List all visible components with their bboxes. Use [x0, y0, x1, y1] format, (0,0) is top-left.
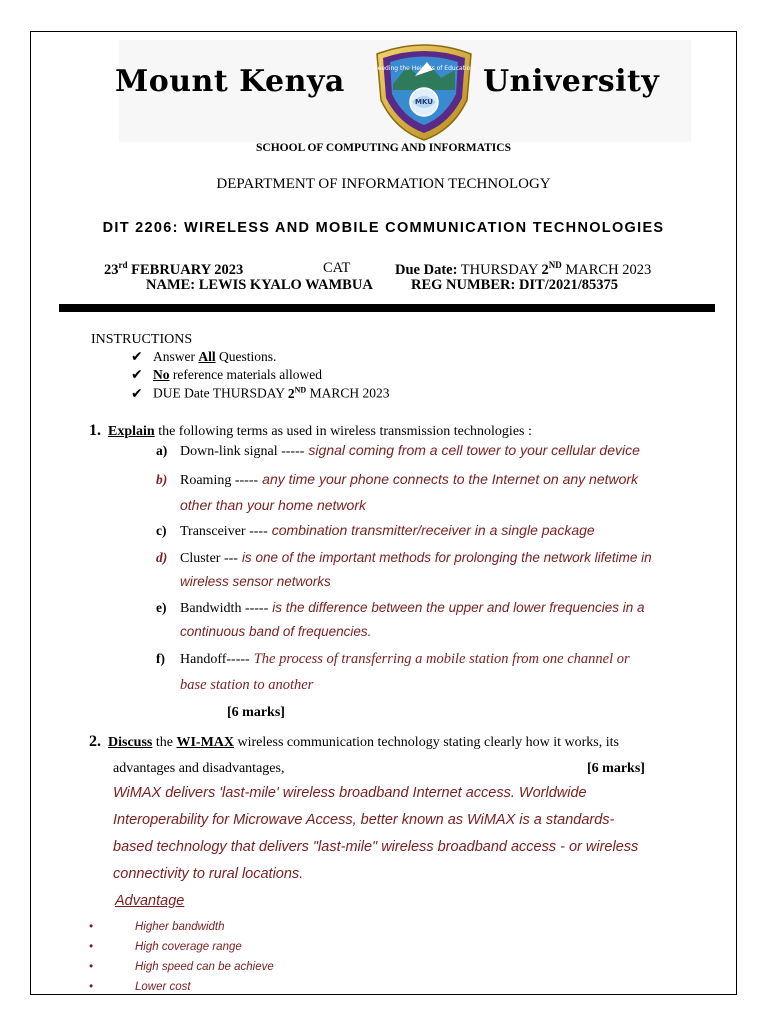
instruction-item: ✔ No reference materials allowed: [131, 367, 323, 383]
crest-motto: Seeding the Heights of Education: [373, 65, 475, 72]
q1-item-d: d) Cluster --- is one of the important methods for prolonging the network lifetime in: [156, 550, 652, 566]
university-crest-logo: [363, 40, 485, 142]
advantage-heading: Advantage: [115, 893, 185, 909]
student-reg-number: REG NUMBER: DIT/2021/85375: [411, 277, 619, 293]
q1-item-f-continued: base station to another: [180, 677, 314, 693]
q1-item-d-continued: wireless sensor networks: [180, 574, 331, 589]
course-title: DIT 2206: WIRELESS AND MOBILE COMMUNICATION TECHNOLOGIES: [102, 220, 665, 236]
q2-answer-line: WiMAX delivers 'last-mile' wireless broadband Internet access. Worldwide: [113, 785, 587, 801]
department-name: DEPARTMENT OF INFORMATION TECHNOLOGY: [216, 176, 551, 192]
bullet-icon: •: [89, 961, 94, 973]
question-2-line-2: advantages and disadvantages,: [113, 761, 285, 776]
advantage-item: • High speed can be achieve: [89, 961, 274, 973]
q1-item-e-continued: continuous band of frequencies.: [180, 624, 372, 639]
exam-type: CAT: [323, 260, 351, 276]
instruction-item: ✔ Answer All Questions.: [131, 349, 277, 365]
q2-answer-line: Interoperability for Microwave Access, better known as WiMAX is a standards-: [113, 812, 615, 828]
bullet-icon: •: [89, 941, 94, 953]
q1-item-b-continued: other than your home network: [180, 497, 366, 513]
checkmark-icon: ✔: [131, 349, 143, 365]
document-page: [30, 31, 737, 995]
question-2: 2. Discuss the WI-MAX wireless communication technology stating clearly how it works, its: [89, 733, 619, 750]
advantage-item: • Lower cost: [89, 981, 191, 993]
advantage-item: • High coverage range: [89, 941, 242, 953]
exam-date: 23rd FEBRUARY 2023: [104, 260, 244, 278]
q2-marks: [6 marks]: [587, 761, 645, 776]
university-name-left: Mount Kenya: [115, 64, 345, 99]
q1-item-c: c) Transceiver ---- combination transmitter/receiver in a single package: [156, 522, 595, 539]
checkmark-icon: ✔: [131, 385, 143, 402]
university-name-right: University: [483, 64, 660, 99]
q1-item-a: a) Down-link signal ----- signal coming from a cell tower to your cellular device: [156, 442, 640, 459]
q1-item-b: b) Roaming ----- any time your phone connects to the Internet on any network: [156, 471, 639, 488]
instructions-title: INSTRUCTIONS: [91, 332, 193, 347]
q1-item-e: e) Bandwidth ----- is the difference between the upper and lower frequencies in a: [156, 600, 645, 616]
bullet-icon: •: [89, 921, 94, 933]
advantage-item: • Higher bandwidth: [89, 921, 225, 933]
q1-marks: [6 marks]: [227, 705, 285, 720]
header-divider: [59, 304, 715, 312]
due-date: Due Date: THURSDAY 2ND MARCH 2023: [395, 260, 652, 278]
q2-answer-line: based technology that delivers "last-mile" wireless broadband access - or wireless: [113, 839, 639, 855]
q1-item-f: f) Handoff----- The process of transferring a mobile station from one channel or: [156, 651, 630, 667]
question-1: 1. Explain the following terms as used in wireless transmission technologies :: [89, 422, 532, 439]
bullet-icon: •: [89, 981, 94, 993]
student-name: NAME: LEWIS KYALO WAMBUA: [146, 277, 373, 293]
checkmark-icon: ✔: [131, 367, 143, 383]
school-name: SCHOOL OF COMPUTING AND INFORMATICS: [256, 142, 511, 154]
q2-answer-line: connectivity to rural locations.: [113, 866, 304, 882]
crest-initials: MKU: [415, 98, 433, 106]
instruction-item: ✔ DUE Date THURSDAY 2ND MARCH 2023: [131, 385, 390, 402]
